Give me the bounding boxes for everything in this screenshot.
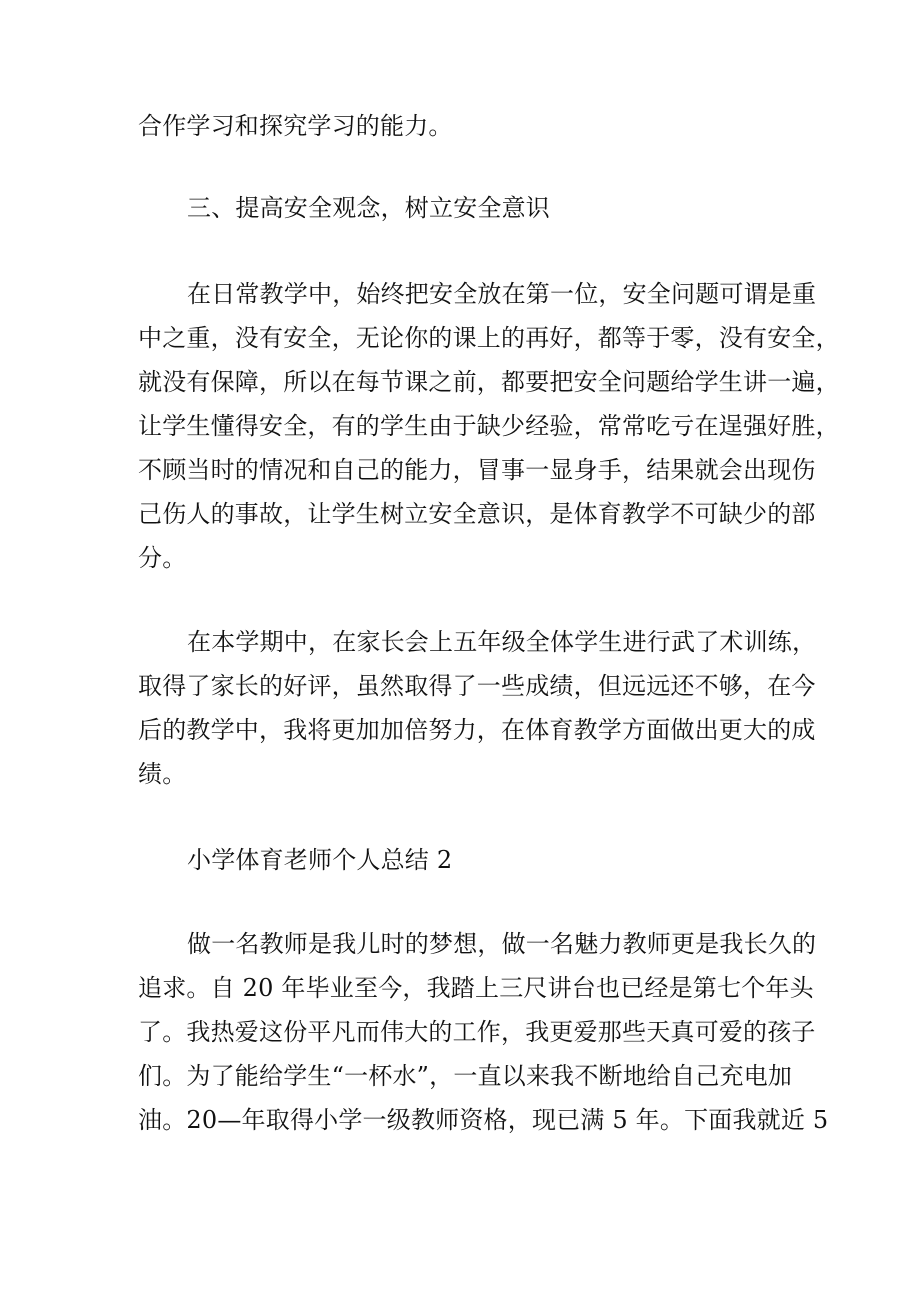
section-title-summary-2: 小学体育老师个人总结 2 (187, 846, 453, 874)
paragraph-line: 不顾当时的情况和自己的能力，冒事一显身手，结果就会出现伤 (138, 456, 816, 484)
paragraph-line: 在日常教学中，始终把安全放在第一位，安全问题可谓是重 (187, 280, 817, 308)
paragraph-line: 们。为了能给学生“一杯水”，一直以来我不断地给自己充电加 (138, 1062, 793, 1090)
paragraph-line: 在本学期中，在家长会上五年级全体学生进行武了术训练， (187, 628, 817, 656)
paragraph-line: 让学生懂得安全，有的学生由于缺少经验，常常吃亏在逞强好胜， (138, 412, 840, 440)
paragraph-line: 油。20—年取得小学一级教师资格，现已满 5 年。下面我就近 5 (138, 1106, 829, 1134)
paragraph-line: 了。我热爱这份平凡而伟大的工作，我更爱那些天真可爱的孩子 (138, 1018, 816, 1046)
paragraph-line: 做一名教师是我儿时的梦想，做一名魅力教师更是我长久的 (187, 930, 817, 958)
paragraph-line: 就没有保障，所以在每节课之前，都要把安全问题给学生讲一遍， (138, 368, 840, 396)
paragraph-line: 中之重，没有安全，无论你的课上的再好，都等于零，没有安全， (138, 324, 840, 352)
continuation-line: 合作学习和探究学习的能力。 (138, 112, 453, 140)
paragraph-line: 分。 (138, 544, 187, 572)
section-heading-safety: 三、提高安全观念，树立安全意识 (187, 194, 550, 222)
paragraph-line: 绩。 (138, 760, 187, 788)
paragraph-line: 己伤人的事故，让学生树立安全意识，是体育教学不可缺少的部 (138, 500, 816, 528)
paragraph-line: 追求。自 20 年毕业至今，我踏上三尺讲台也已经是第七个年头 (138, 974, 814, 1002)
paragraph-line: 后的教学中，我将更加加倍努力，在体育教学方面做出更大的成 (138, 716, 816, 744)
paragraph-line: 取得了家长的好评，虽然取得了一些成绩，但远远还不够，在今 (138, 672, 816, 700)
